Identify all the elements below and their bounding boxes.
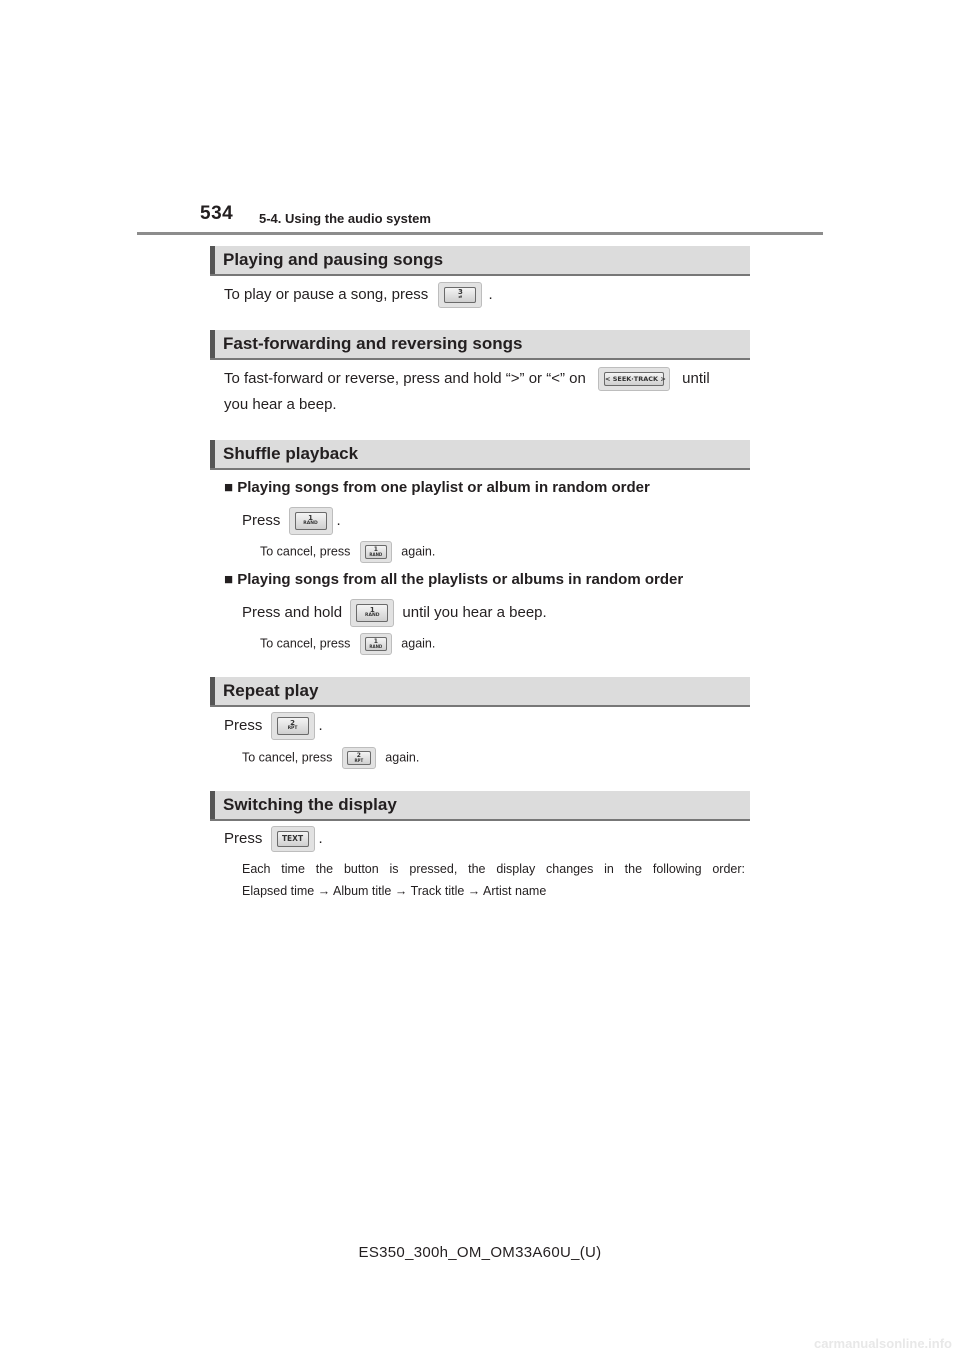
section-heading-shuffle — [210, 440, 750, 470]
display-note-line1: Each time the button is pressed, the display changes in the following order: — [242, 862, 745, 876]
watermark: carmanualsonline.info — [814, 1336, 952, 1351]
rpt-button-icon: 2 RPT — [271, 712, 315, 740]
heading-bar — [210, 246, 215, 274]
shuffle-bullet-2 — [224, 571, 683, 588]
play-pause-button-icon: 3 ⏯ — [438, 282, 482, 308]
section-label: 5-4. Using the audio system — [259, 211, 431, 226]
rand-button-icon: 1 RAND — [360, 633, 392, 655]
header-rule — [137, 232, 823, 235]
heading-bar — [210, 330, 215, 358]
page-number: 534 — [200, 203, 234, 224]
bullet-square-icon: ■ — [224, 571, 234, 588]
document-footer: ES350_300h_OM_OM33A60U_(U) — [358, 1244, 602, 1261]
bullet-heading: Playing songs from one playlist or album in random order — [237, 479, 650, 496]
heading-bar — [210, 677, 215, 705]
fastforward-instruction-line1: To fast-forward or reverse, press and hold “>” or “<” on < SEEK·TRACK > until — [224, 366, 710, 391]
section-title: Playing and pausing songs — [223, 250, 444, 269]
section-heading-playing — [210, 246, 750, 276]
shuffle-bullet-1-cancel: To cancel, press 1 RAND again. — [260, 541, 435, 563]
display-press: Press TEXT . — [224, 826, 323, 852]
heading-bar — [210, 791, 215, 819]
shuffle-bullet-1-press: Press 1 RAND . — [242, 507, 341, 535]
playing-instruction: To play or pause a song, press 3 ⏯ . — [224, 282, 493, 308]
section-title: Fast-forwarding and reversing songs — [223, 334, 523, 353]
rand-button-icon: 1 RAND — [289, 507, 333, 535]
shuffle-bullet-1 — [224, 479, 650, 496]
display-note-line2: Elapsed time → Album title → Track title → Artist name — [242, 884, 547, 898]
section-title: Repeat play — [223, 681, 319, 700]
repeat-press: Press 2 RPT . — [224, 712, 323, 740]
text-button-icon: TEXT — [271, 826, 315, 852]
section-heading-display — [210, 791, 750, 821]
bullet-heading: Playing songs from all the playlists or albums in random order — [237, 571, 684, 588]
seek-track-button-icon: < SEEK·TRACK > — [598, 367, 670, 391]
rand-button-icon: 1 RAND — [350, 599, 394, 627]
rand-button-icon: 1 RAND — [360, 541, 392, 563]
section-title: Shuffle playback — [223, 444, 359, 463]
fastforward-instruction-line2: you hear a beep. — [224, 396, 337, 413]
shuffle-bullet-2-cancel: To cancel, press 1 RAND again. — [260, 633, 435, 655]
bullet-square-icon: ■ — [224, 479, 234, 496]
repeat-cancel: To cancel, press 2 RPT again. — [242, 747, 419, 769]
section-title: Switching the display — [223, 795, 397, 814]
section-heading-repeat — [210, 677, 750, 707]
rpt-button-icon: 2 RPT — [342, 747, 376, 769]
section-heading-fastforward — [210, 330, 750, 360]
shuffle-bullet-2-press: Press and hold 1 RAND until you hear a beep. — [242, 599, 547, 627]
heading-bar — [210, 440, 215, 468]
